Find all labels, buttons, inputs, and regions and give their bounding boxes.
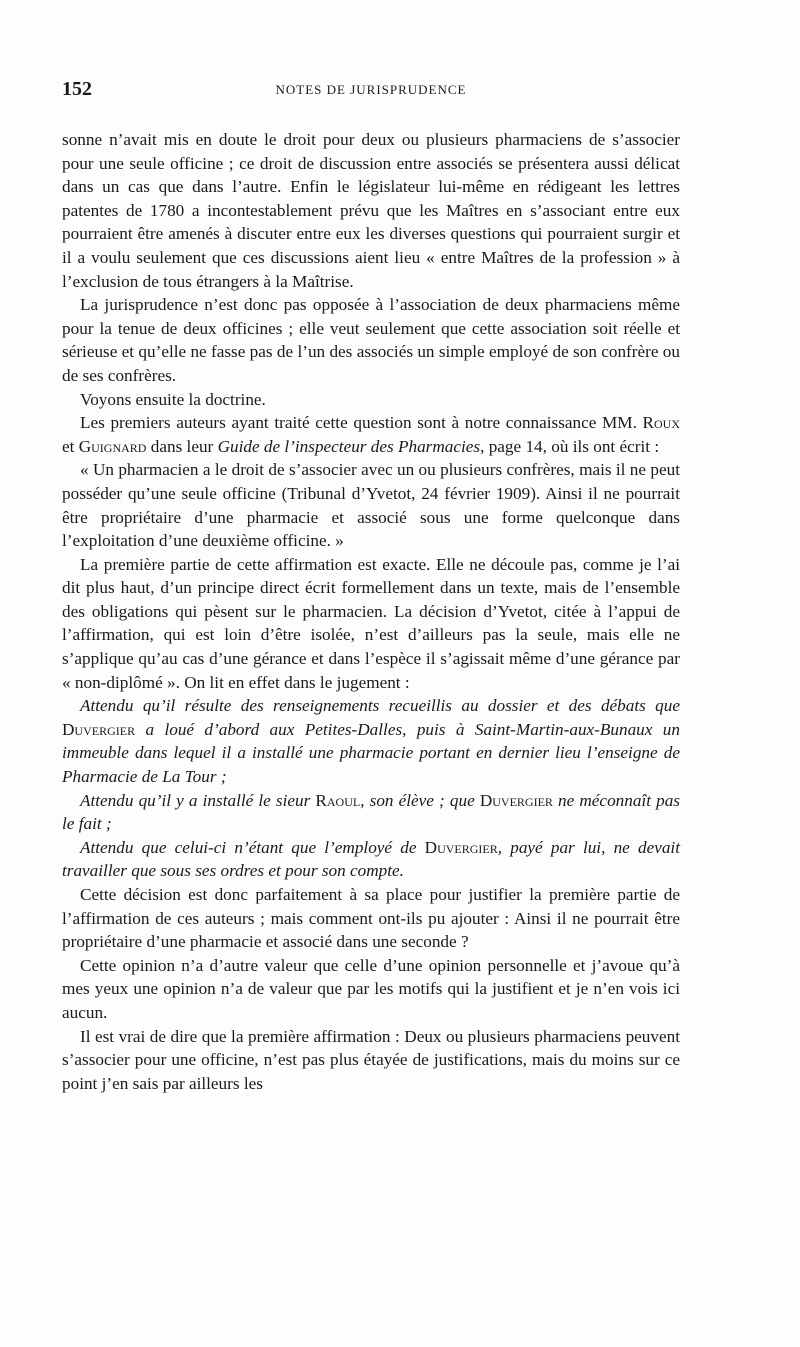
paragraph-doctrine: Voyons ensuite la doctrine. <box>80 389 266 409</box>
page-number: 152 <box>62 78 92 100</box>
paragraph-authors: Les premiers auteurs ayant traité cette question sont à notre connaissance MM. Roux et Guignard dans leur Guide de l’inspecteur des Pharmacies, page 14, où ils ont écrit : <box>62 413 680 456</box>
author-name: Guignard <box>78 436 147 456</box>
paragraph-jurisprudence: La jurisprudence n’est donc pas opposée à l’association de deux pharmaciens même pour la tenue de deux officines ; elle veut seulement que cette association soit réelle et sérieuse et qu’elle ne fasse pas de l’un des associés un simple employé de son confrère ou de ses confrères. <box>62 295 680 385</box>
paragraph-decision: Cette décision est donc parfaitement à sa place pour justifier la première partie de l’affirmation de ces auteurs ; mais comment ont-ils pu ajouter : Ainsi il ne pourrait être propriétaire d’une pharmacie et associé dans une seconde ? <box>62 885 680 952</box>
judgment-quote-1: Attendu qu’il résulte des renseignements recueillis au dossier et des débats que Duvergier a loué d’abord aux Petites-Dalles, puis à Saint-Martin-aux-Bunaux un immeuble dans lequel il a installé une pharmacie portant en dernier lieu l’enseigne de Pharmacie de La Tour ; <box>62 696 680 787</box>
party-name: Raoul <box>315 790 361 810</box>
author-name: Roux <box>642 413 680 433</box>
book-title: Guide de l’inspecteur des Pharmacies <box>217 436 481 456</box>
running-title: NOTES DE JURISPRUDENCE <box>275 82 467 97</box>
paragraph-opinion: Cette opinion n’a d’autre valeur que celle d’une opinion personnelle et j’avoue qu’à mes yeux une opinion n’a de valeur que par les motifs qui la justifient et je n’en vois ici aucun. <box>62 955 680 1022</box>
paragraph-first-affirmation: Il est vrai de dire que la première affirmation : Deux ou plusieurs pharmaciens peuvent s’associer pour une officine, n’est pas plus étayée de justifications, mais du moins sur ce point j’en sais par ailleurs les <box>62 1026 680 1093</box>
judgment-quote-3: Attendu que celui-ci n’étant que l’employé de Duvergier, payé par lui, ne devait travailler que sous ses ordres et pour son compte. <box>62 837 680 881</box>
paragraph-continued: sonne n’avait mis en doute le droit pour deux ou plusieurs pharmaciens de s’associer pour une seule officine ; ce droit de discussion entre associés se présentera aussi délicat dans un cas que dans l’autre. Enfin le législateur lui-même en rédigeant les lettres patentes de 1780 a incontestablement prévu que les Maîtres en s’associant entre eux pourraient être amenés à discuter entre eux les diverses questions qui pourraient surgir et il a voulu seulement que ces discussions aient lieu « entre Maîtres de la profession » à l’exclusion de tous étrangers à la Maîtrise. <box>62 130 680 291</box>
party-name: Duvergier <box>424 837 498 857</box>
paragraph-analysis: La première partie de cette affirmation est exacte. Elle ne découle pas, comme je l’ai dit plus haut, d’un principe direct écrit formellement dans un texte, mais de l’ensemble des obligations qui pèsent sur le pharmacien. La décision d’Yvetot, citée à l’appui de l’affirmation, qui est loin d’être isolée, n’est d’ailleurs pas la seule, mais elle ne s’applique qu’au cas d’une gérance et dans l’espèce il s’agissait même d’une gérance par « non-diplômé ». On lit en effet dans le jugement : <box>62 554 680 692</box>
page-header <box>62 78 680 100</box>
party-name: Duvergier <box>62 719 136 739</box>
party-name: Duvergier <box>479 790 553 810</box>
body-text <box>62 128 680 1095</box>
judgment-quote-2: Attendu qu’il y a installé le sieur Raoul, son élève ; que Duvergier ne méconnaît pas le fait ; <box>62 790 680 834</box>
paragraph-citation: « Un pharmacien a le droit de s’associer avec un ou plusieurs confrères, mais il ne peut posséder qu’une seule officine (Tribunal d’Yvetot, 24 février 1909). Ainsi il ne pourrait être propriétaire d’une pharmacie et associé sous une forme quelconque dans l’exploitation d’une deuxième officine. » <box>62 460 680 551</box>
